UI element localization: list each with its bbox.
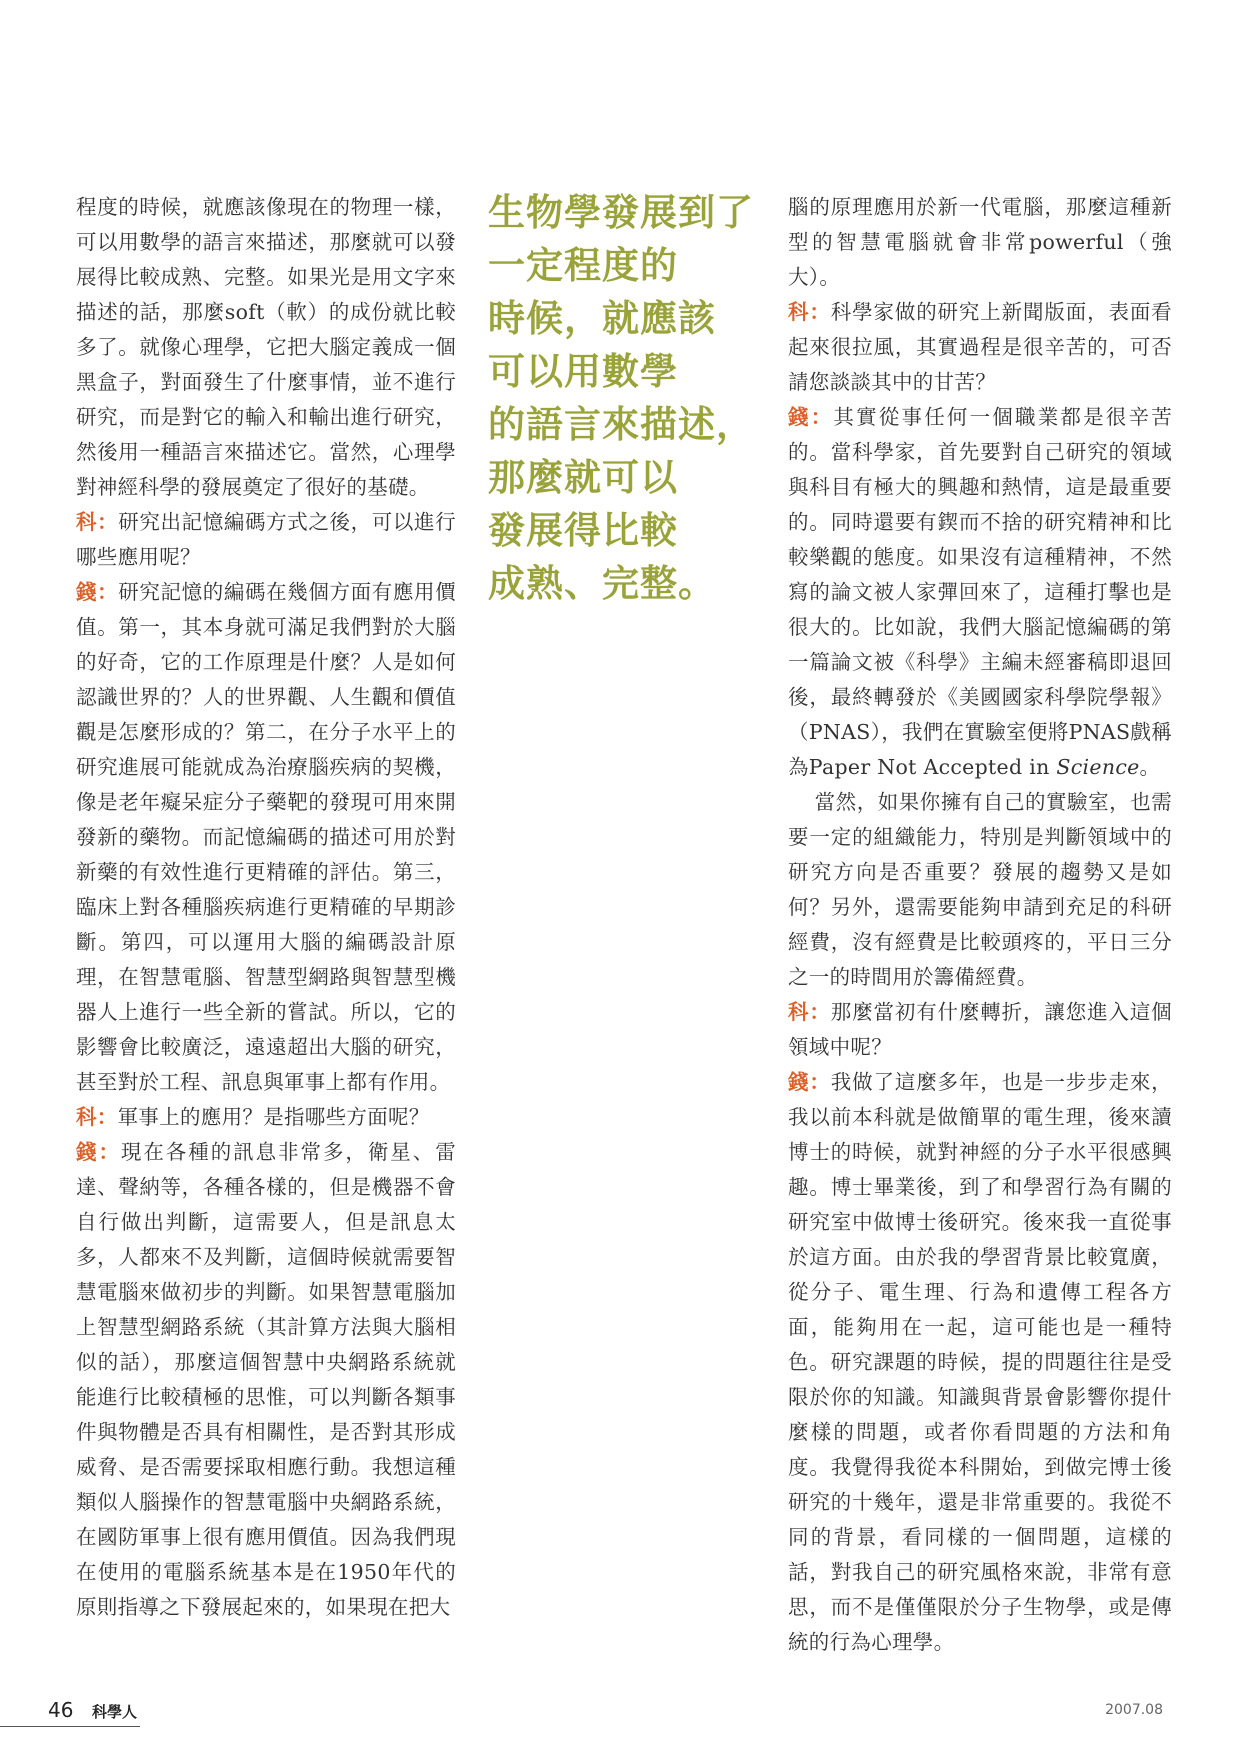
paragraph bbox=[788, 400, 1172, 785]
journal-name: Science bbox=[1056, 755, 1140, 779]
speaker-label: 錢： bbox=[76, 1140, 121, 1164]
issue-date: 2007.08 bbox=[1105, 1702, 1163, 1718]
paragraph-text: 其實從事任何一個職業都是很辛苦的。當科學家，首先要對自己研究的領域與科目有極大的興趣和熱情，這是最重要的。同時還要有鍥而不捨的研究精神和比較樂觀的態度。如果沒有這種精神，不然寫的論文被人家彈回來了，這種打擊也是很大的。比如說，我們大腦記憶編碼的第一篇論文被《科學》主編未經審稿即退回後，最終轉發於《美國國家科學院學報》（PNAS），我們在實驗室便將PNAS戲稱為Paper Not Accepted in bbox=[788, 405, 1172, 779]
pull-quote-line: 成熟、完整。 bbox=[488, 561, 716, 605]
pull-quote-line: 可以用數學 bbox=[488, 349, 678, 393]
paragraph bbox=[76, 190, 456, 505]
speaker-label: 科： bbox=[76, 510, 119, 534]
magazine-name: 科學人 bbox=[92, 1703, 138, 1721]
pull-quote-line: 的語言來描述， bbox=[488, 402, 754, 446]
paragraph-text: 當然，如果你擁有自己的實驗室，也需要一定的組織能力，特別是判斷領域中的研究方向是否重要？發展的趨勢又是如何？另外，還需要能夠申請到充足的科研經費，沒有經費是比較頭疼的，平日三分之一的時間用於籌備經費。 bbox=[788, 790, 1172, 989]
paragraph-text: 研究記憶的編碼在幾個方面有應用價值。第一，其本身就可滿足我們對於大腦的好奇，它的工作原理是什麼？人是如何認識世界的？人的世界觀、人生觀和價值觀是怎麼形成的？第二，在分子水平上的研究進展可能就成為治療腦疾病的契機，像是老年癡呆症分子藥靶的發現可用來開發新的藥物。而記憶編碼的描述可用於對新藥的有效性進行更精確的評估。第三，臨床上對各種腦疾病進行更精確的早期診斷。第四，可以運用大腦的編碼設計原理，在智慧電腦、智慧型網路與智慧型機器人上進行一些全新的嘗試。所以，它的影響會比較廣泛，遠遠超出大腦的研究，甚至對於工程、訊息與軍事上都有作用。 bbox=[76, 580, 456, 1094]
paragraph bbox=[76, 505, 456, 575]
paragraph-text: 程度的時候，就應該像現在的物理一樣，可以用數學的語言來描述，那麼就可以發展得比較成熟、完整。如果光是用文字來描述的話，那麼soft（軟）的成份就比較多了。就像心理學，它把大腦定義成一個黑盒子，對面發生了什麼事情，並不進行研究，而是對它的輸入和輸出進行研究，然後用一種語言來描述它。當然，心理學對神經科學的發展奠定了很好的基礎。 bbox=[76, 195, 456, 499]
speaker-label: 錢： bbox=[76, 580, 119, 604]
paragraph-end: 。 bbox=[1139, 755, 1161, 779]
footer-divider bbox=[0, 1726, 140, 1727]
speaker-label: 錢： bbox=[788, 1070, 831, 1094]
pull-quote-line: 那麼就可以 bbox=[488, 455, 678, 499]
paragraph-text: 研究出記憶編碼方式之後，可以進行哪些應用呢？ bbox=[76, 510, 456, 569]
paragraph bbox=[76, 1100, 456, 1135]
pull-quote-line: 時候，就應該 bbox=[488, 296, 716, 340]
speaker-label: 科： bbox=[76, 1105, 118, 1129]
right-text-column bbox=[788, 190, 1172, 1660]
speaker-label: 科： bbox=[788, 300, 831, 324]
paragraph bbox=[788, 190, 1172, 295]
pull-quote-line: 一定程度的 bbox=[488, 243, 678, 287]
page-number: 46 bbox=[48, 1698, 74, 1722]
paragraph-text: 現在各種的訊息非常多，衛星、雷達、聲納等，各種各樣的，但是機器不會自行做出判斷，這需要人，但是訊息太多，人都來不及判斷，這個時候就需要智慧電腦來做初步的判斷。如果智慧電腦加上智慧型網路系統（其計算方法與大腦相似的話），那麼這個智慧中央網路系統就能進行比較積極的思惟，可以判斷各類事件與物體是否具有相關性，是否對其形成威脅、是否需要採取相應行動。我想這種類似人腦操作的智慧電腦中央網路系統，在國防軍事上很有應用價值。因為我們現在使用的電腦系統基本是在1950年代的原則指導之下發展起來的，如果現在把大 bbox=[76, 1140, 456, 1619]
paragraph-text: 軍事上的應用？是指哪些方面呢？ bbox=[117, 1105, 430, 1129]
paragraph bbox=[788, 995, 1172, 1065]
speaker-label: 科： bbox=[788, 1000, 831, 1024]
paragraph bbox=[76, 1135, 456, 1625]
paragraph bbox=[788, 295, 1172, 400]
left-text-column bbox=[76, 190, 456, 1625]
paragraph-text: 腦的原理應用於新一代電腦，那麼這種新型的智慧電腦就會非常powerful（強大）。 bbox=[788, 195, 1172, 289]
speaker-label: 錢： bbox=[788, 405, 834, 429]
paragraph bbox=[788, 785, 1172, 995]
paragraph bbox=[788, 1065, 1172, 1660]
paragraph bbox=[76, 575, 456, 1100]
paragraph-text: 我做了這麼多年，也是一步步走來，我以前本科就是做簡單的電生理，後來讀博士的時候，就對神經的分子水平很感興趣。博士畢業後，到了和學習行為有關的研究室中做博士後研究。後來我一直從事於這方面。由於我的學習背景比較寬廣，從分子、電生理、行為和遺傳工程各方面，能夠用在一起，這可能也是一種特色。研究課題的時候，提的問題往往是受限於你的知識。知識與背景會影響你提什麼樣的問題，或者你看問題的方法和角度。我覺得我從本科開始，到做完博士後研究的十幾年，還是非常重要的。我從不同的背景，看同樣的一個問題，這樣的話，對我自己的研究風格來說，非常有意思，而不是僅僅限於分子生物學，或是傳統的行為心理學。 bbox=[788, 1070, 1172, 1654]
paragraph-text: 科學家做的研究上新聞版面，表面看起來很拉風，其實過程是很辛苦的，可否請您談談其中的甘苦？ bbox=[788, 300, 1172, 394]
pull-quote-line: 發展得比較 bbox=[488, 508, 678, 552]
pull-quote bbox=[488, 186, 758, 610]
paragraph-text: 那麼當初有什麼轉折，讓您進入這個領域中呢？ bbox=[788, 1000, 1172, 1059]
pull-quote-line: 生物學發展到了 bbox=[488, 190, 754, 234]
